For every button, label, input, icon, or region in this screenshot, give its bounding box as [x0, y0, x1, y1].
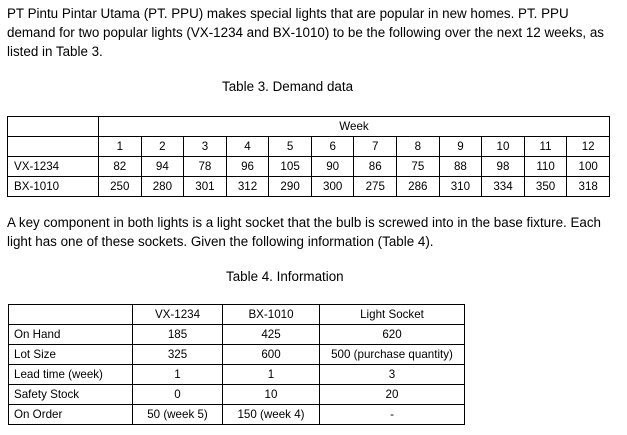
- demand-cell: 290: [269, 177, 312, 197]
- corner-cell: [8, 137, 99, 157]
- information-table: [8, 304, 465, 425]
- row-label: Safety Stock: [9, 385, 133, 405]
- column-header: BX-1010: [223, 305, 320, 325]
- info-cell: 1: [133, 365, 223, 385]
- demand-cell: 88: [439, 157, 482, 177]
- table-row: [9, 345, 465, 365]
- info-cell: 500 (purchase quantity): [320, 345, 465, 365]
- info-cell: 0: [133, 385, 223, 405]
- week-group-header: Week: [99, 117, 610, 137]
- column-header: Light Socket: [320, 305, 465, 325]
- table-row: [9, 365, 465, 385]
- table-row: [9, 405, 465, 425]
- demand-cell: 350: [524, 177, 567, 197]
- demand-cell: 86: [354, 157, 397, 177]
- demand-cell: 280: [141, 177, 184, 197]
- info-cell: 325: [133, 345, 223, 365]
- table-row: [9, 325, 465, 345]
- demand-cell: 100: [567, 157, 610, 177]
- demand-cell: 82: [99, 157, 142, 177]
- demand-cell: 286: [397, 177, 440, 197]
- demand-cell: 94: [141, 157, 184, 177]
- demand-cell: 96: [226, 157, 269, 177]
- row-label: On Order: [9, 405, 133, 425]
- week-number: 11: [524, 137, 567, 157]
- week-number: 7: [354, 137, 397, 157]
- intro-paragraph: PT Pintu Pintar Utama (PT. PPU) makes special lights that are popular in new homes. PT. PPU demand for two popular lights (VX-1234 and BX-1010) to be the following over the next 12 weeks, as listed in Table 3.: [7, 6, 604, 59]
- demand-cell: 300: [311, 177, 354, 197]
- row-label: Lead time (week): [9, 365, 133, 385]
- table3-caption: Table 3. Demand data: [222, 79, 354, 94]
- demand-cell: 310: [439, 177, 482, 197]
- info-cell: 185: [133, 325, 223, 345]
- week-number: 1: [99, 137, 142, 157]
- row-label: Lot Size: [9, 345, 133, 365]
- week-number: 9: [439, 137, 482, 157]
- demand-cell: 312: [226, 177, 269, 197]
- demand-table: [7, 116, 610, 197]
- demand-cell: 105: [269, 157, 312, 177]
- info-cell: 600: [223, 345, 320, 365]
- table-row: [9, 385, 465, 405]
- week-number: 6: [311, 137, 354, 157]
- table4-caption: Table 4. Information: [226, 269, 344, 284]
- info-cell: 3: [320, 365, 465, 385]
- demand-cell: 90: [311, 157, 354, 177]
- demand-cell: 301: [184, 177, 227, 197]
- demand-cell: 250: [99, 177, 142, 197]
- week-number: 2: [141, 137, 184, 157]
- info-cell: 20: [320, 385, 465, 405]
- table-row: [8, 177, 610, 197]
- week-header-row: [8, 117, 610, 137]
- info-cell: 620: [320, 325, 465, 345]
- demand-cell: 318: [567, 177, 610, 197]
- row-label: On Hand: [9, 325, 133, 345]
- demand-cell: 334: [482, 177, 525, 197]
- demand-cell: 110: [524, 157, 567, 177]
- info-cell: 50 (week 5): [133, 405, 223, 425]
- info-cell: 425: [223, 325, 320, 345]
- demand-cell: 75: [397, 157, 440, 177]
- info-cell: 10: [223, 385, 320, 405]
- info-cell: 150 (week 4): [223, 405, 320, 425]
- info-cell: 1: [223, 365, 320, 385]
- row-label: BX-1010: [8, 177, 99, 197]
- column-header: VX-1234: [133, 305, 223, 325]
- week-number: 3: [184, 137, 227, 157]
- corner-cell: [8, 117, 99, 137]
- week-number: 10: [482, 137, 525, 157]
- week-number: 12: [567, 137, 610, 157]
- header-row: [9, 305, 465, 325]
- key-component-paragraph: A key component in both lights is a light socket that the bulb is screwed into in the base fixture. Each light has one of these sockets. Given the following information (Table 4).: [7, 215, 601, 249]
- row-label: VX-1234: [8, 157, 99, 177]
- table-row: [8, 157, 610, 177]
- week-number-row: [8, 137, 610, 157]
- demand-cell: 98: [482, 157, 525, 177]
- week-number: 5: [269, 137, 312, 157]
- week-number: 8: [397, 137, 440, 157]
- demand-cell: 275: [354, 177, 397, 197]
- info-cell: -: [320, 405, 465, 425]
- week-number: 4: [226, 137, 269, 157]
- corner-cell: [9, 305, 133, 325]
- demand-cell: 78: [184, 157, 227, 177]
